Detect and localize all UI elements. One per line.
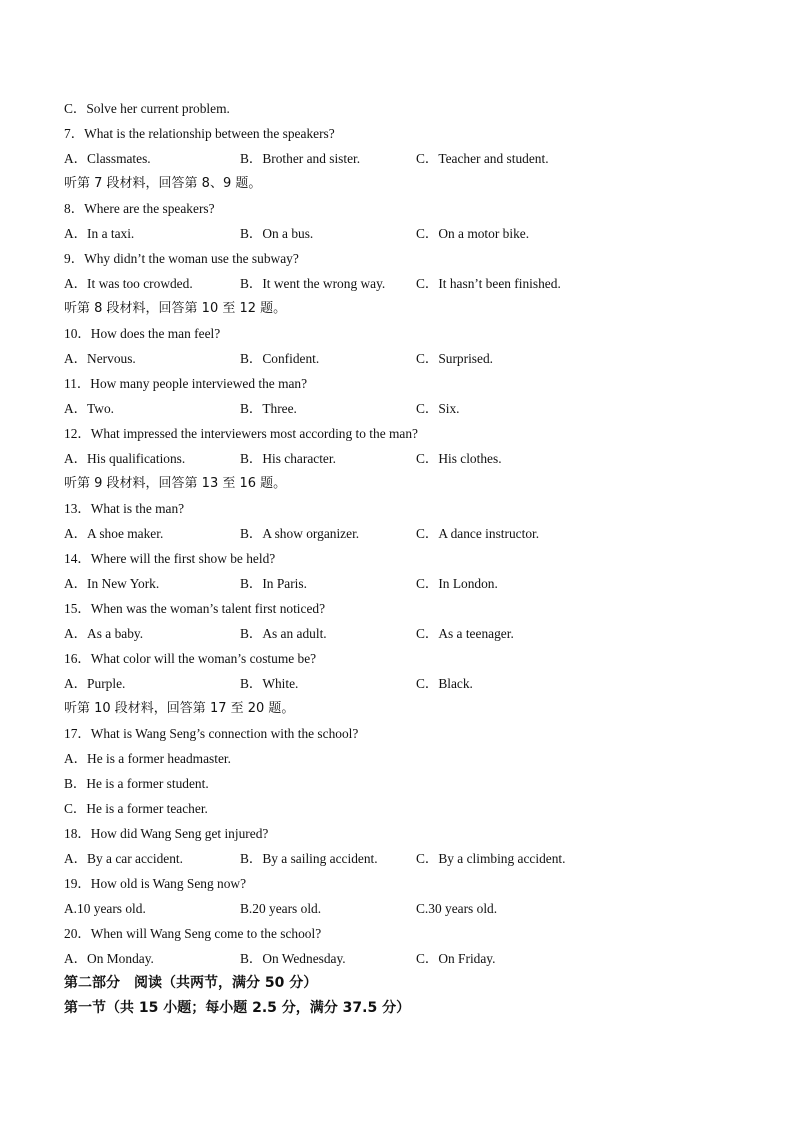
answer-option: B．As an adult. [240,626,327,641]
question-text: 20．When will Wang Seng come to the school? [64,926,322,941]
answer-option: B．In Paris. [240,576,307,591]
answer-option: A．By a car accident. [64,851,183,866]
heading-part: 阅读（共两节，满分 50 分） [134,975,318,991]
answer-option: B．He is a former student. [64,776,209,791]
heading-part: 第一节（共 15 小题；每小题 2.5 分，满分 37.5 分） [64,1000,411,1016]
question-text: 16．What color will the woman’s costume be? [64,651,317,666]
answer-option: B．Brother and sister. [240,151,361,166]
answer-option: A．His qualifications. [64,451,186,466]
answer-option: C．Teacher and student. [416,151,549,166]
answer-option: B．Confident. [240,351,320,366]
question-text: 13．What is the man? [64,501,185,516]
answer-option: B．On a bus. [240,226,314,241]
question-text: 10．How does the man feel? [64,326,221,341]
question-text: 18．How did Wang Seng get injured? [64,826,269,841]
answer-option: C．As a teenager. [416,626,514,641]
answer-option: B．By a sailing accident. [240,851,378,866]
question-text: 7．What is the relationship between the speakers? [64,126,335,141]
listening-instruction: 听第 8 段材料，回答第 10 至 12 题。 [64,301,287,316]
listening-instruction: 听第 10 段材料，回答第 17 至 20 题。 [64,701,295,716]
answer-option: C．It hasn’t been finished. [416,276,561,291]
answer-option: A．Nervous. [64,351,136,366]
answer-option: C．He is a former teacher. [64,801,208,816]
question-text: 11．How many people interviewed the man? [64,376,308,391]
answer-option: B．His character. [240,451,336,466]
answer-option: C．Black. [416,676,473,691]
answer-option: A．Two. [64,401,115,416]
answer-options-row [64,146,744,171]
answer-option: A．It was too crowded. [64,276,193,291]
answer-option: A．On Monday. [64,951,154,966]
answer-option: C．On a motor bike. [416,226,530,241]
answer-option: C．Surprised. [416,351,493,366]
listening-instruction: 听第 9 段材料，回答第 13 至 16 题。 [64,476,287,491]
section-heading [64,996,744,1021]
question-text: 19．How old is Wang Seng now? [64,876,247,891]
answer-option: C．By a climbing accident. [416,851,566,866]
question-text: 15．When was the woman’s talent first noticed? [64,601,326,616]
question-text: 9．Why didn’t the woman use the subway? [64,251,299,266]
exam-page [64,96,744,1021]
answer-option: B.20 years old. [240,901,322,916]
answer-options-row [64,896,744,921]
answer-options-row [64,571,744,596]
answer-option: C．A dance instructor. [416,526,540,541]
answer-option: A.10 years old. [64,901,146,916]
heading-part: 第二部分 [64,975,120,991]
answer-option: A．Purple. [64,676,126,691]
answer-option: A．A shoe maker. [64,526,164,541]
answer-option: C．In London. [416,576,498,591]
answer-option: B．Three. [240,401,297,416]
answer-option: A．As a baby. [64,626,144,641]
answer-option: C.30 years old. [416,901,498,916]
answer-options-row [64,521,744,546]
answer-options-row [64,446,744,471]
answer-options-row [64,621,744,646]
answer-option: C．Solve her current problem. [64,101,230,116]
answer-options-row [64,396,744,421]
answer-options-row [64,271,744,296]
answer-option: B．It went the wrong way. [240,276,386,291]
answer-option: B．White. [240,676,299,691]
answer-option: C．Six. [416,401,460,416]
answer-options-row [64,221,744,246]
answer-option: B．On Wednesday. [240,951,346,966]
answer-option: A．In a taxi. [64,226,135,241]
question-text: 17．What is Wang Seng’s connection with the school? [64,726,359,741]
question-text: 8．Where are the speakers? [64,201,215,216]
question-text: 12．What impressed the interviewers most according to the man? [64,426,419,441]
answer-option: C．On Friday. [416,951,496,966]
listening-instruction: 听第 7 段材料，回答第 8、9 题。 [64,176,262,191]
question-text: 14．Where will the first show be held? [64,551,276,566]
section-heading [64,971,744,996]
answer-option: A．In New York. [64,576,160,591]
answer-option: C．His clothes. [416,451,502,466]
answer-options-row [64,946,744,971]
answer-option: A．Classmates. [64,151,151,166]
answer-option: B．A show organizer. [240,526,360,541]
answer-option: A．He is a former headmaster. [64,751,231,766]
answer-options-row [64,846,744,871]
answer-options-row [64,346,744,371]
answer-options-row [64,671,744,696]
